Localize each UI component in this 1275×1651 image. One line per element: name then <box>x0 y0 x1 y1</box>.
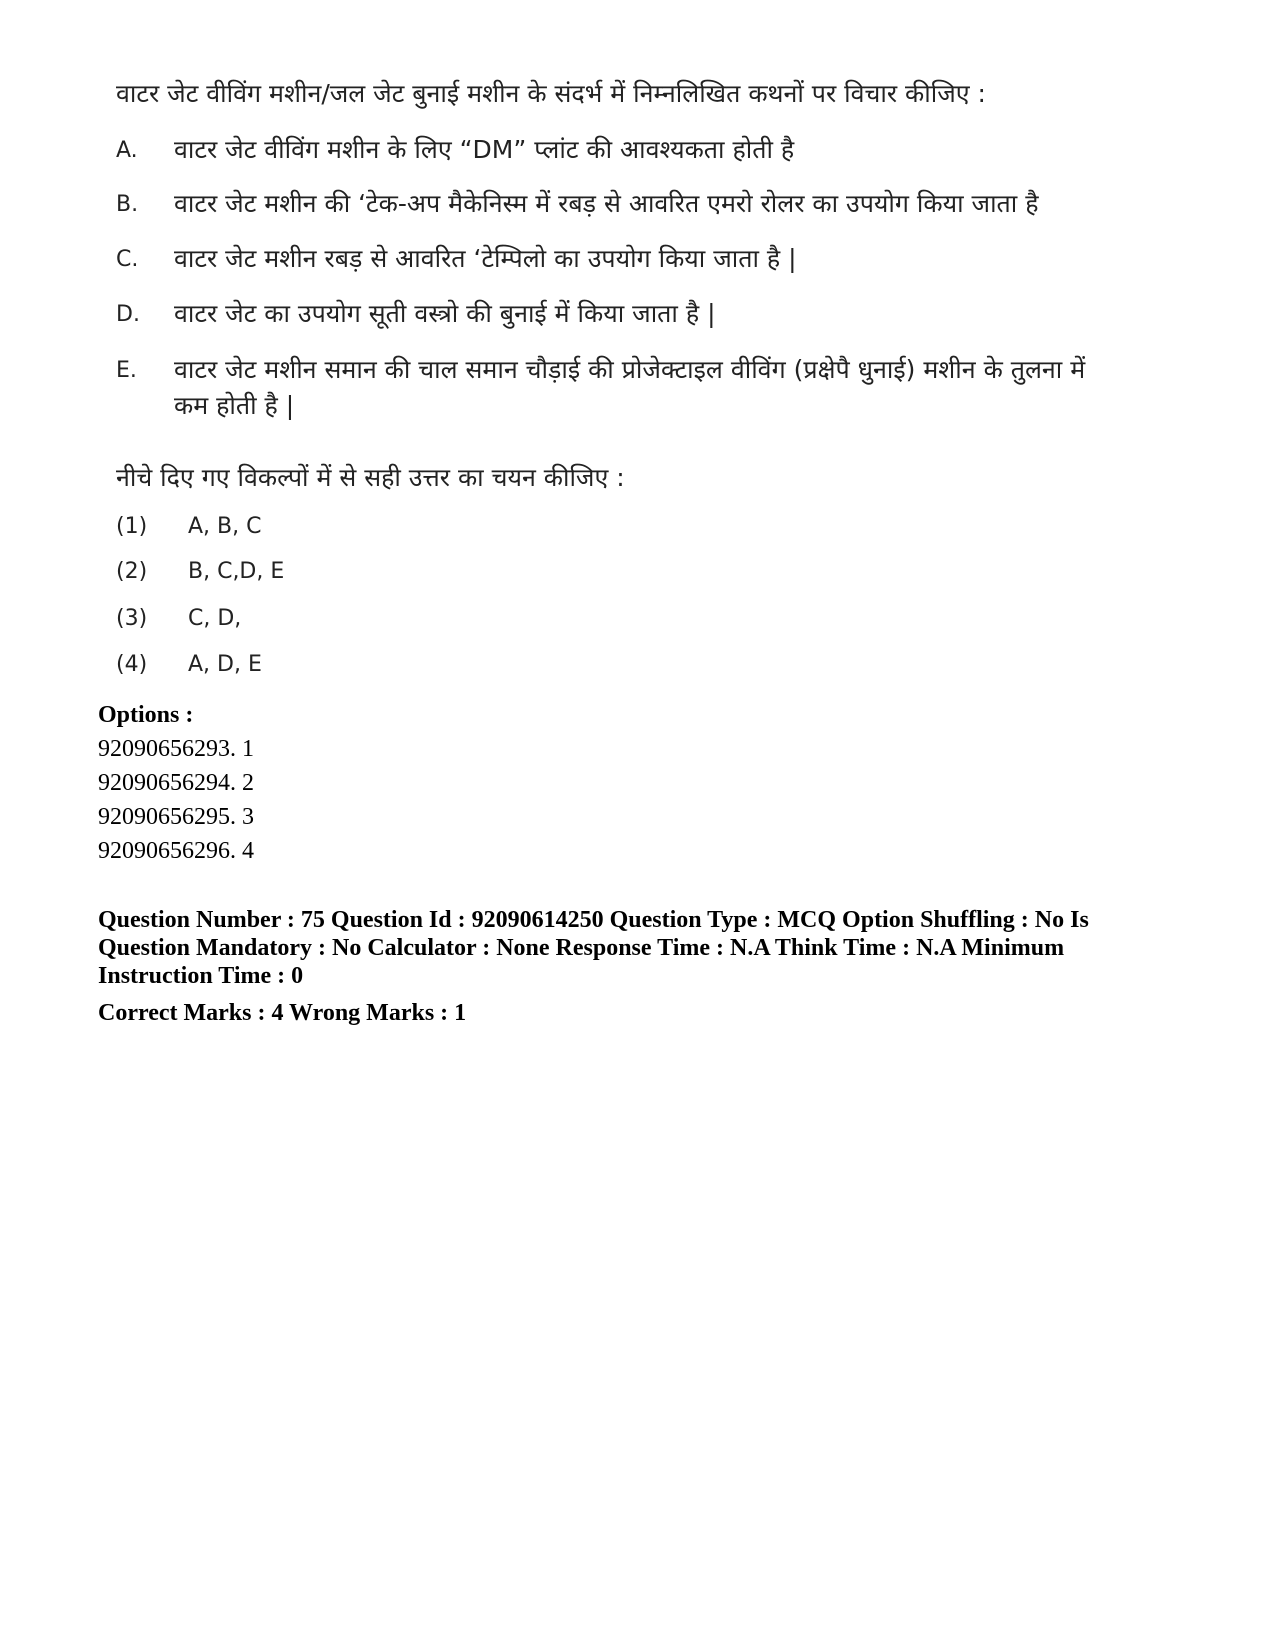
statement-label: B. <box>116 192 139 217</box>
choice-number: (4) <box>116 652 148 677</box>
choice-value: A, B, C <box>188 514 262 539</box>
statement-label: E. <box>116 358 137 383</box>
statement-label: D. <box>116 302 140 327</box>
question-meta: Question Number : 75 Question Id : 92090614250 Question Type : MCQ Option Shuffling : No Is Question Mandatory : No Calculator : None Response Time : N.A Think Time : N.A Minimum Instruction Time : 0 <box>98 907 1089 989</box>
choice-value: A, D, E <box>188 652 262 677</box>
choice-value: B, C,D, E <box>188 559 285 584</box>
statement-text: वाटर जेट का उपयोग सूती वस्त्रो की बुनाई में किया जाता है | <box>174 299 716 328</box>
statement-text: वाटर जेट वीविंग मशीन के लिए “DM” प्लांट की आवश्यकता होती है <box>174 135 795 164</box>
question-intro: वाटर जेट वीविंग मशीन/जल जेट बुनाई मशीन के संदर्भ में निम्नलिखित कथनों पर विचार कीजिए : <box>116 79 986 108</box>
choose-prompt: नीचे दिए गए विकल्पों में से सही उत्तर का चयन कीजिए : <box>116 463 625 492</box>
marks-info: Correct Marks : 4 Wrong Marks : 1 <box>98 1000 467 1026</box>
choice-number: (1) <box>116 514 148 539</box>
choice-number: (2) <box>116 559 148 584</box>
choice-value: C, D, <box>188 606 242 631</box>
option-item: 92090656296. 4 <box>98 838 254 864</box>
statement-label: A. <box>116 138 138 163</box>
statement-text: वाटर जेट मशीन रबड़ से आवरित ‘टेम्पिलो का उपयोग किया जाता है | <box>174 244 797 273</box>
option-item: 92090656293. 1 <box>98 736 254 762</box>
statement-label: C. <box>116 247 139 272</box>
statement-text: वाटर जेट मशीन की ‘टेक-अप मैकेनिस्म में रबड़ से आवरित एमरो रोलर का उपयोग किया जाता है <box>174 189 1039 218</box>
statement-text: वाटर जेट मशीन समान की चाल समान चौड़ाई की प्रोजेक्टाइल वीविंग (प्रक्षेपै धुनाई) मशीन के तुलना में कम होती है | <box>174 355 1086 420</box>
options-heading: Options : <box>98 702 194 728</box>
choice-number: (3) <box>116 606 148 631</box>
option-item: 92090656295. 3 <box>98 804 254 830</box>
option-item: 92090656294. 2 <box>98 770 254 796</box>
